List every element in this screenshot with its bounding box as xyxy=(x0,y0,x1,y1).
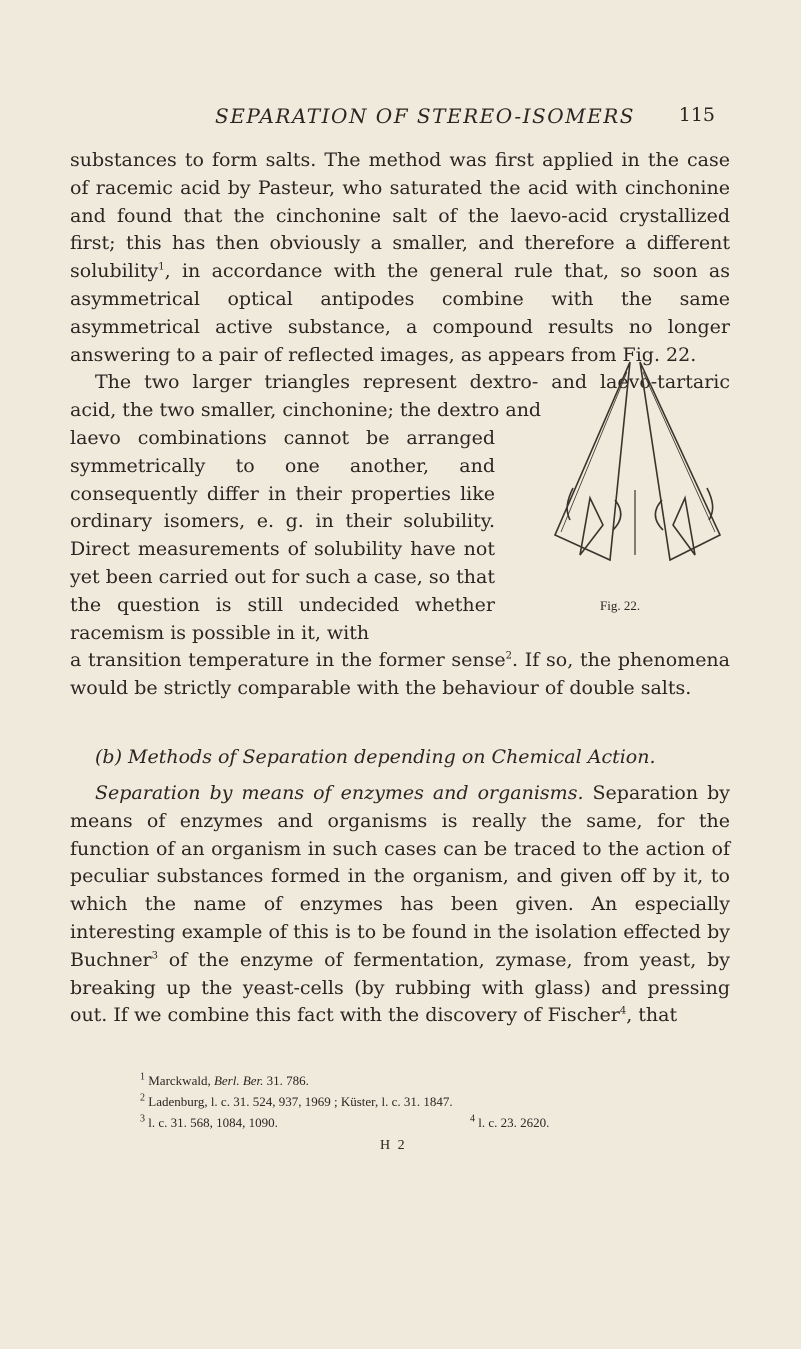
footnote-ref-2[interactable]: 2 xyxy=(505,651,513,663)
figure-caption: Fig. 22. xyxy=(600,598,641,613)
cinchonine-triangle-right xyxy=(673,498,695,555)
printer-signature: H 2 xyxy=(380,1138,407,1153)
paragraph-3: Separation by means of enzymes and organisms. Separation by means of enzymes and organisms is really the same, for the function of an organism in such cases can be traced to the action of peculiar substances formed in the organism, and given off by it, to which the name of enzymes has been given. An especially interesting example of this is to be found in the isolation effected by Buchner$^3$ of the enzyme of fermentation, zymase, from yeast, by breaking up the yeast-cells (by rubbing with glass) and pressing out. If we combine this fact with the discovery of Fischer$^4$, that xyxy=(70,782,730,1027)
paragraph-1: substances to form salts. The method was first applied in the case of racemic acid by Pasteur, who saturated the acid with cinchonine and found that the cinchonine salt of the laevo-acid crystallized first; this has then obviously a smaller, and therefore a different solubility$^1$, in accordance with the general rule that, so soon as asymmetrical optical antipodes combine with the same asymmetrical active substance, a compound results no longer answering to a pair of reflected images, as appears from Fig. 22. xyxy=(70,149,730,366)
paragraph-2-rest: a transition temperature in the former sense$^2$. If so, the phenomena would be strictly comparable with the behaviour of double salts. xyxy=(70,649,731,700)
paragraph-2-full: The two larger triangles represent dextro- and laevo-tartaric acid, the two smaller, cinchonine; the dextro and xyxy=(70,371,730,422)
cinchonine-triangle-left xyxy=(580,498,603,555)
page-number: 115 xyxy=(678,104,715,126)
section-heading: (b) Methods of Separation depending on Chemical Action. xyxy=(95,746,656,768)
footnote-2: $^2$ Ladenburg, l. c. 31. 524, 937, 1969 ; Küster, l. c. 31. 1847. xyxy=(140,1092,453,1109)
figure-22-diagram xyxy=(525,350,740,615)
footnote-ref-1[interactable]: 1 xyxy=(158,261,165,273)
footnote-ref-3[interactable]: 3 xyxy=(151,950,159,962)
footnote-ref-4[interactable]: 4 xyxy=(619,1006,627,1018)
footnote-3-4: $^3$ l. c. 31. 568, 1084, 1090. $^4$ l. c. 23. 2620. xyxy=(140,1113,550,1130)
footnotes xyxy=(70,1070,730,1133)
footnote-1: $^1$ Marckwald, Berl. Ber. 31. 786. xyxy=(140,1071,309,1088)
paragraph-2-narrow: laevo combinations cannot be arranged symmetrically to one another, and consequently differ in their properties like ordinary isomers, e. g. in their solubility. Direct measurements of solubility have not yet been carried out for such a case, so that the question is still undecided whether racemism is possible in it, with xyxy=(70,426,495,644)
paragraph-3-lead: Separation by means of enzymes and organisms. xyxy=(95,782,584,804)
running-header: SEPARATION OF STEREO-ISOMERS xyxy=(215,104,635,128)
